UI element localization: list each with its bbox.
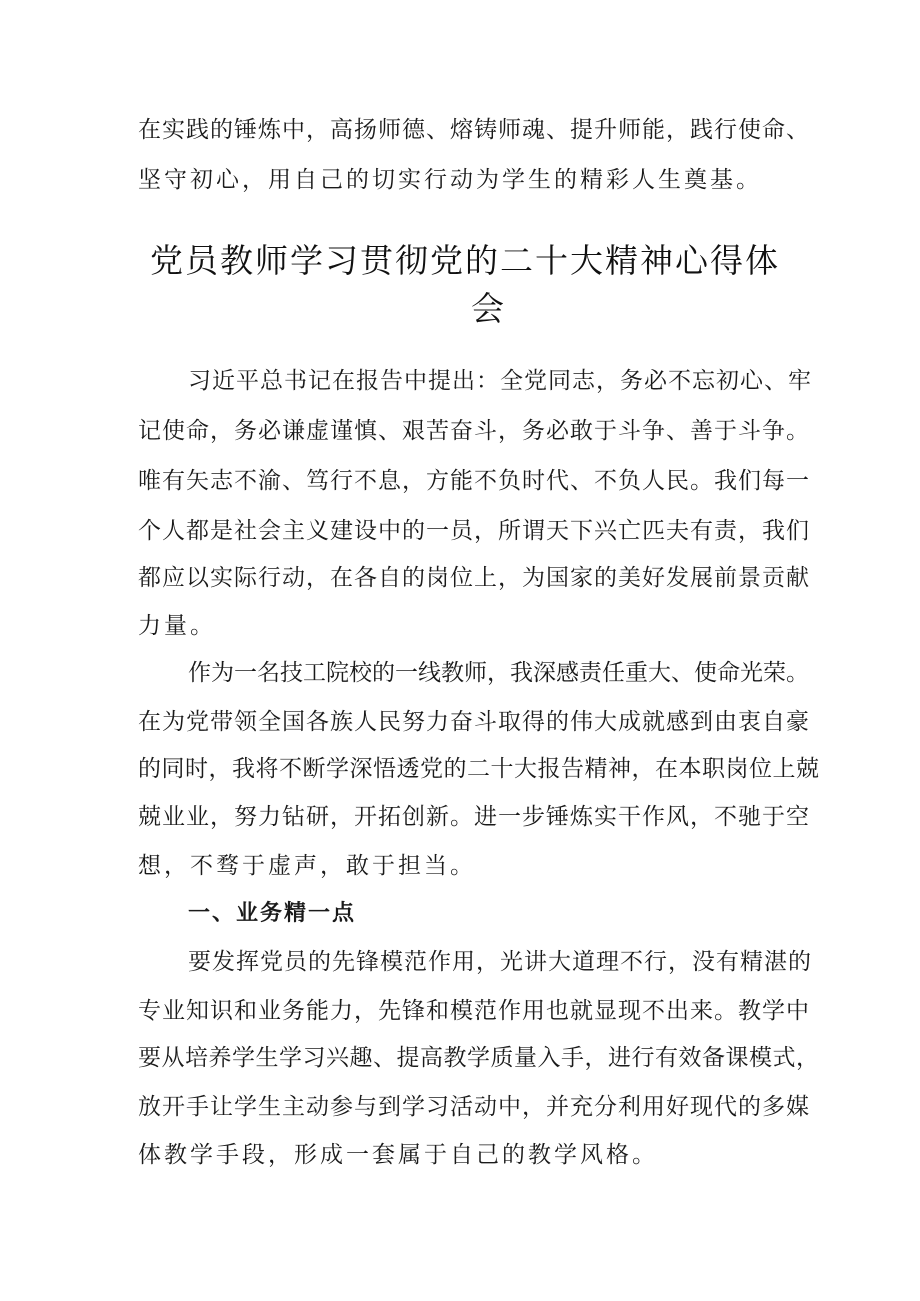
para3-line-4: 放开手让学生主动参与到学习活动中，并充分利用好现代的多媒 <box>138 1094 810 1120</box>
para3-line-3: 要从培养学生学习兴趣、提高教学质量入手，进行有效备课模式， <box>138 1045 820 1071</box>
para3-line-1: 要发挥党员的先锋模范作用，光讲大道理不行，没有精湛的 <box>188 949 812 975</box>
para1-line-1: 习近平总书记在报告中提出：全党同志，务必不忘初心、牢 <box>188 368 812 394</box>
article-title-line-2: 会 <box>471 289 506 328</box>
para2-line-3: 的同时，我将不断学深悟透党的二十大报告精神，在本职岗位上兢 <box>138 756 820 782</box>
para2-line-2: 在为党带领全国各族人民努力奋斗取得的伟大成就感到由衷自豪 <box>138 709 810 735</box>
para2-line-1: 作为一名技工院校的一线教师，我深感责任重大、使命光荣。 <box>188 660 809 686</box>
section-heading-1: 一、业务精一点 <box>188 901 357 926</box>
para3-line-5: 体教学手段，形成一套属于自己的教学风格。 <box>138 1142 658 1168</box>
intro-line-2: 坚守初心，用自己的切实行动为学生的精彩人生奠基。 <box>138 167 762 193</box>
para1-line-4: 个人都是社会主义建设中的一员，所谓天下兴亡匹夫有责，我们 <box>138 518 810 544</box>
intro-line-1: 在实践的锤炼中，高扬师德、熔铸师魂、提升师能，践行使命、 <box>138 117 810 143</box>
para1-line-3: 唯有矢志不渝、笃行不息，方能不负时代、不负人民。我们每一 <box>138 468 810 494</box>
para1-line-5: 都应以实际行动，在各自的岗位上，为国家的美好发展前景贡献 <box>138 565 810 591</box>
para1-line-2: 记使命，务必谦虚谨慎、艰苦奋斗，务必敢于斗争、善于斗争。 <box>138 418 810 444</box>
para3-line-2: 专业知识和业务能力，先锋和模范作用也就显现不出来。教学中 <box>138 998 810 1024</box>
article-title-line-1: 党员教师学习贯彻党的二十大精神心得体 <box>150 241 780 280</box>
para1-line-6: 力量。 <box>138 613 216 639</box>
para2-line-4: 兢业业，努力钻研，开拓创新。进一步锤炼实干作风，不驰于空 <box>138 804 810 830</box>
para2-line-5: 想，不骛于虚声，敢于担当。 <box>138 853 476 879</box>
